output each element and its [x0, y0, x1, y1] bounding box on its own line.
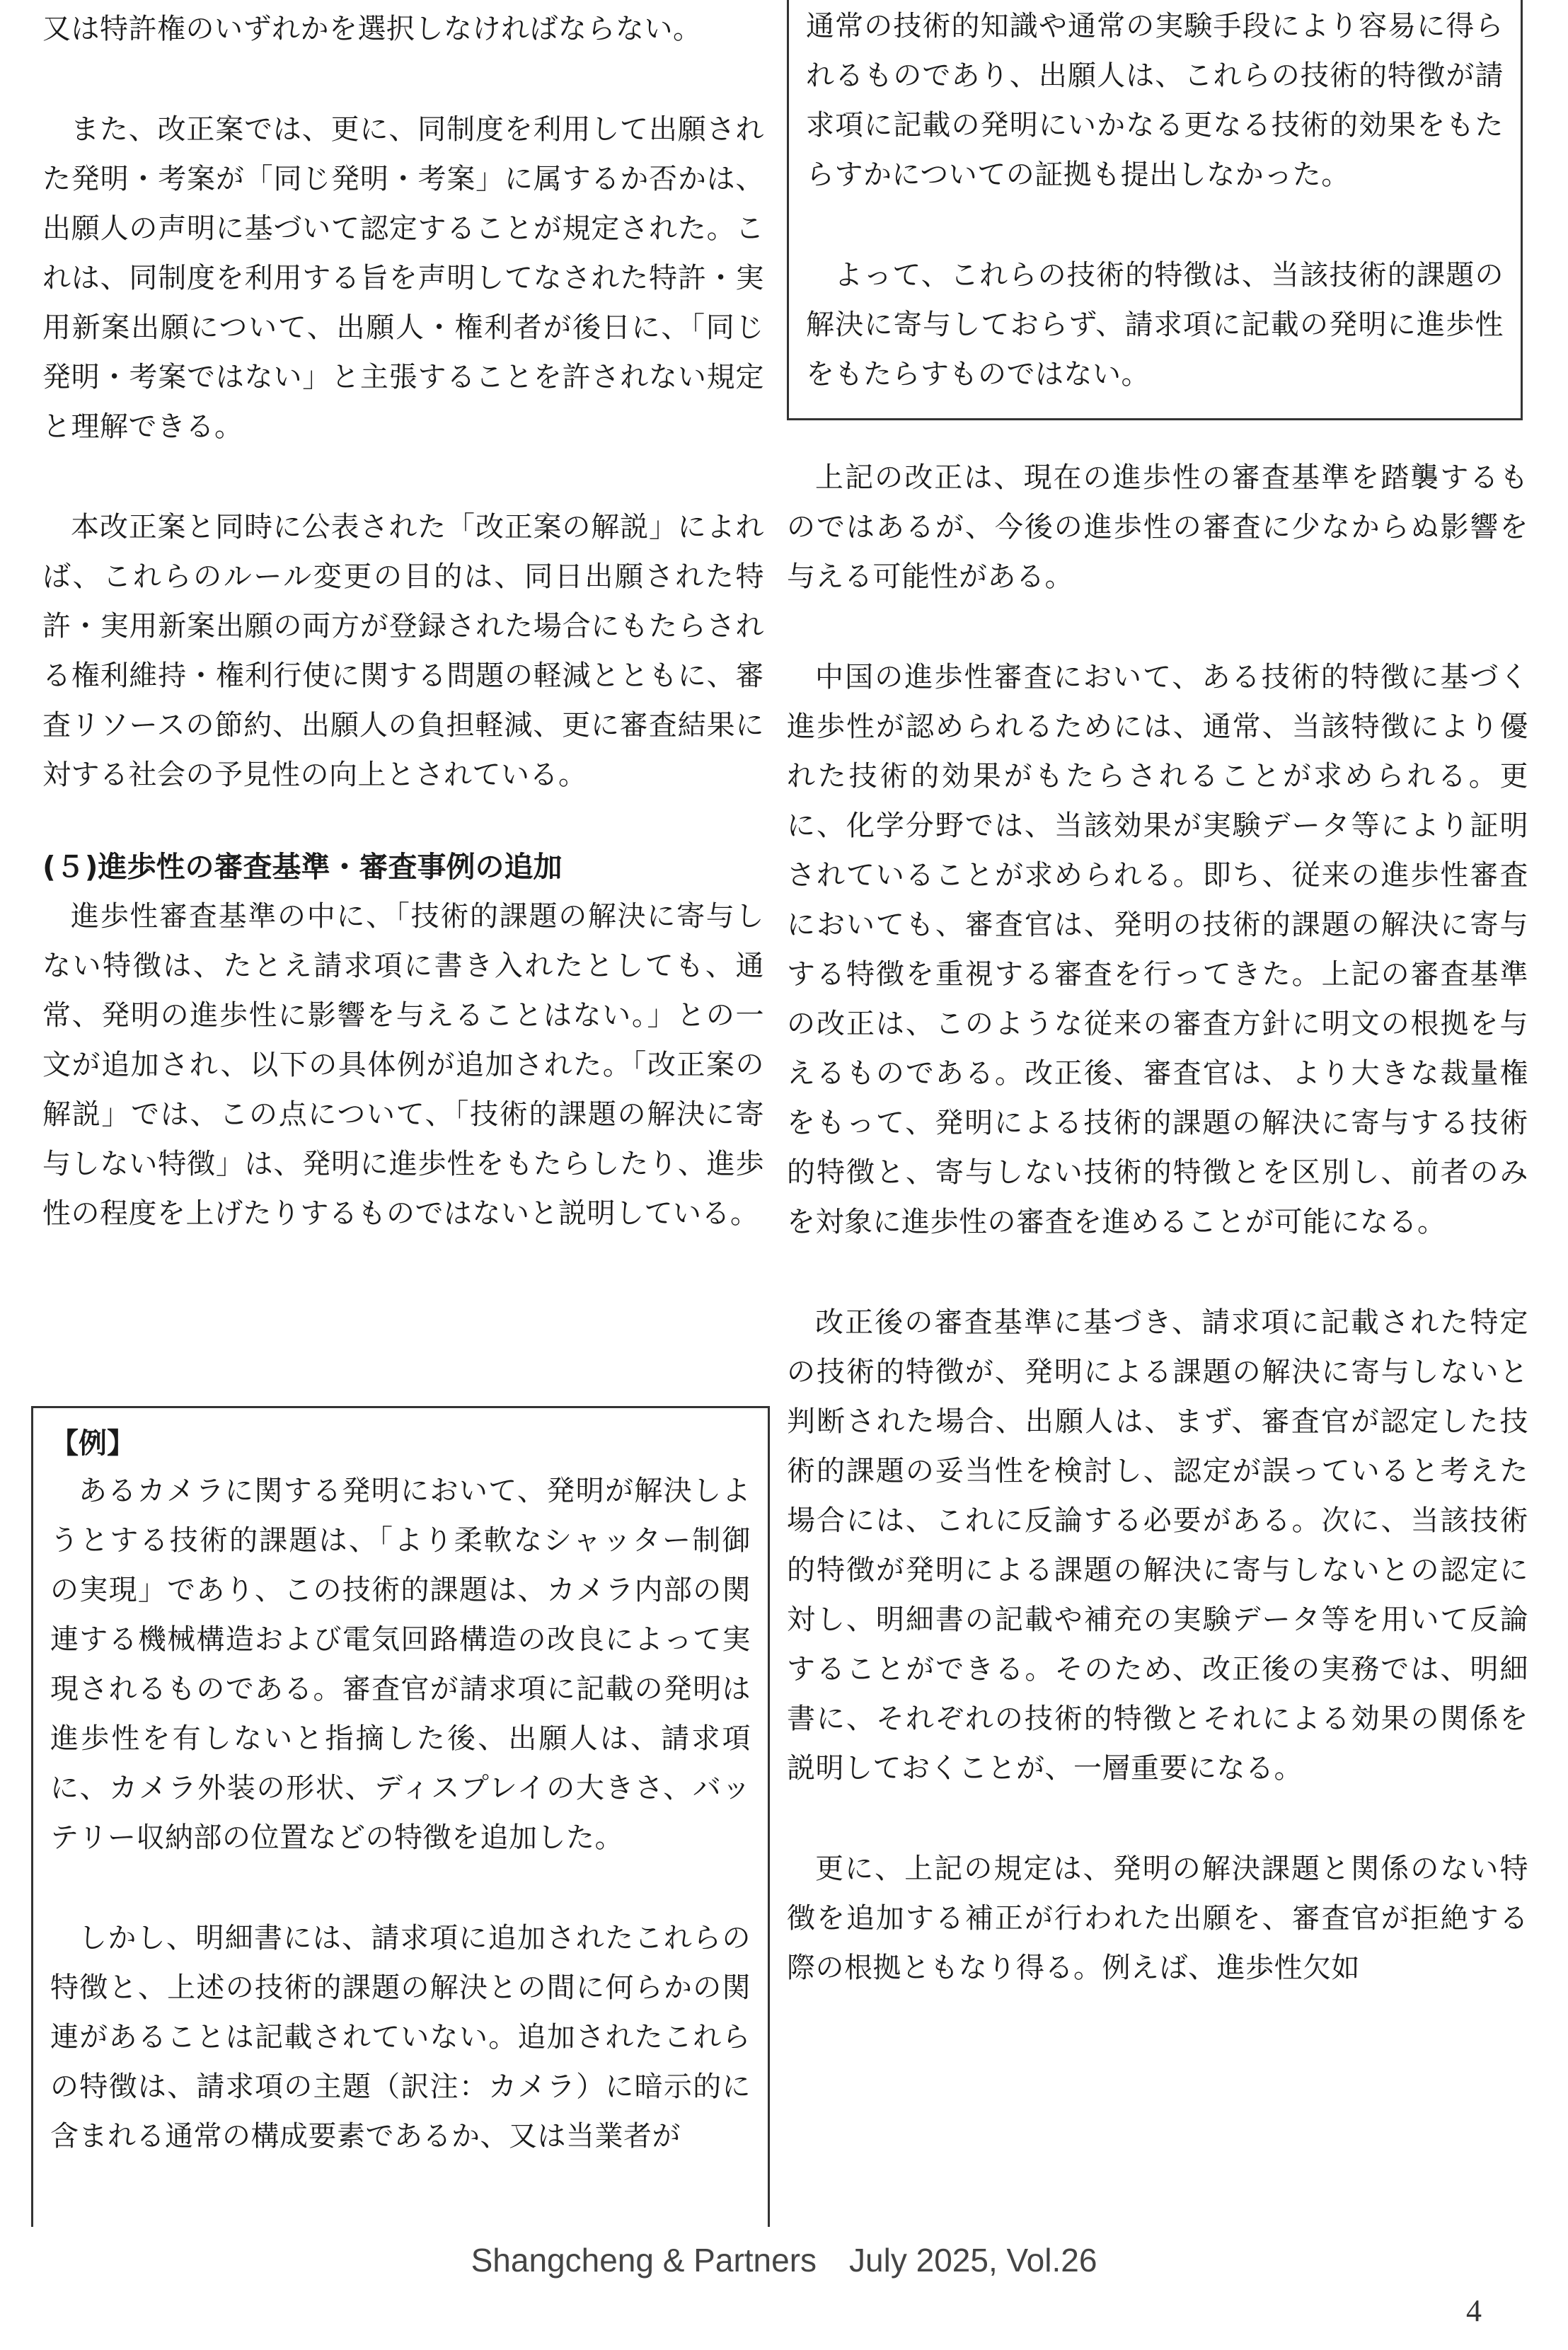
section-heading: (５)進歩性の審査基準・審査事例の追加 — [42, 850, 563, 884]
example-paragraph: しかし、明細書には、請求項に追加されたこれらの特徴と、上述の技術的課題の解決との間に何らかの関連があることは記載されていない。追加されたこれらの特徴は、請求項の主題（訳注：カメラ）に暗示的に含まれる通常の構成要素であるか、又は当業者が — [50, 1922, 751, 2153]
paragraph: 中国の進歩性審査において、ある技術的特徴に基づく進歩性が認められるためには、通常、当該特徴により優れた技術的効果がもたらされることが求められる。更に、化学分野では、当該効果が実験データ等により証明されていることが求められる。即ち、従来の進歩性審査においても、審査官は、発明の技術的課題の解決に寄与する特徴を重視する審査を行ってきた。上記の審査基準の改正は、このような従来の審査方針に明文の根拠を与えるものである。改正後、審査官は、より大きな裁量権をもって、発明による技術的課題の解決に寄与する技術的特徴と、寄与しない技術的特徴とを区別し、前者のみを対象に進歩性の審査を進めることが可能になる。 — [787, 661, 1528, 1238]
paragraph: また、改正案では、更に、同制度を利用して出願された発明・考案が「同じ発明・考案」に属するか否かは、出願人の声明に基づいて認定することが規定された。これは、同制度を利用する旨を声明してなされた特許・実用新案出願について、出願人・権利者が後日に、「同じ発明・考案ではない」と主張することを許されない規定と理解できる。 — [42, 113, 764, 443]
example-box — [31, 1406, 770, 2227]
paragraph: 改正後の審査基準に基づき、請求項に記載された特定の技術的特徴が、発明による課題の解決に寄与しないと判断された場合、出願人は、まず、審査官が認定した技術的課題の妥当性を検討し、認定が誤っていると考えた場合には、これに反論する必要がある。次に、当該技術的特徴が発明による課題の解決に寄与しないとの認定に対し、明細書の記載や補充の実験データ等を用いて反論することができる。そのため、改正後の実務では、明細書に、それぞれの技術的特徴とそれによる効果の関係を説明しておくことが、一層重要になる。 — [787, 1306, 1528, 1785]
example-label: 【例】 — [50, 1427, 135, 1460]
paragraph: 本改正案と同時に公表された「改正案の解説」によれば、これらのルール変更の目的は、同日出願された特許・実用新案出願の両方が登録された場合にもたらされる権利維持・権利行使に関する問題の軽減とともに、審査リソースの節約、出願人の負担軽減、更に審査結果に対する社会の予見性の向上とされている。 — [42, 511, 764, 791]
paragraph: 又は特許権のいずれかを選択しなければならない。 — [42, 13, 702, 45]
example-box-continued — [787, 0, 1523, 420]
paragraph: 上記の改正は、現在の進歩性の審査基準を踏襲するものではあるが、今後の進歩性の審査に少なからぬ影響を与える可能性がある。 — [787, 461, 1528, 593]
example-paragraph: あるカメラに関する発明において、発明が解決しようとする技術的課題は、「より柔軟なシャッター制御の実現」であり、この技術的課題は、カメラ内部の関連する機械構造および電気回路構造の改良によって実現されるものである。審査官が請求項に記載の発明は進歩性を有しないと指摘した後、出願人は、請求項に、カメラ外装の形状、ディスプレイの大きさ、バッテリー収納部の位置などの特徴を追加した。 — [50, 1475, 751, 1854]
paragraph: 進歩性審査基準の中に、「技術的課題の解決に寄与しない特徴は、たとえ請求項に書き入れたとしても、通常、発明の進歩性に影響を与えることはない。」との一文が追加され、以下の具体例が追加された。「改正案の解説」では、この点について、「技術的課題の解決に寄与しない特徴」は、発明に進歩性をもたらしたり、進歩性の程度を上げたりするものではないと説明している。 — [42, 900, 764, 1230]
right-column — [787, 453, 1528, 1993]
example-paragraph: 通常の技術的知識や通常の実験手段により容易に得られるものであり、出願人は、これらの技術的特徴が請求項に記載の発明にいかなる更なる技術的効果をもたらすかについての証拠も提出しなかった。 — [806, 10, 1504, 191]
left-column — [42, 0, 764, 1238]
example-paragraph: よって、これらの技術的特徴は、当該技術的課題の解決に寄与しておらず、請求項に記載の発明に進歩性をもたらすものではない。 — [806, 259, 1504, 391]
footer-publication: Shangcheng & Partners July 2025, Vol.26 — [471, 2242, 1097, 2279]
page-number: 4 — [1466, 2293, 1482, 2328]
paragraph: 更に、上記の規定は、発明の解決課題と関係のない特徴を追加する補正が行われた出願を、審査官が拒絶する際の根拠ともなり得る。例えば、進歩性欠如 — [787, 1853, 1528, 1984]
